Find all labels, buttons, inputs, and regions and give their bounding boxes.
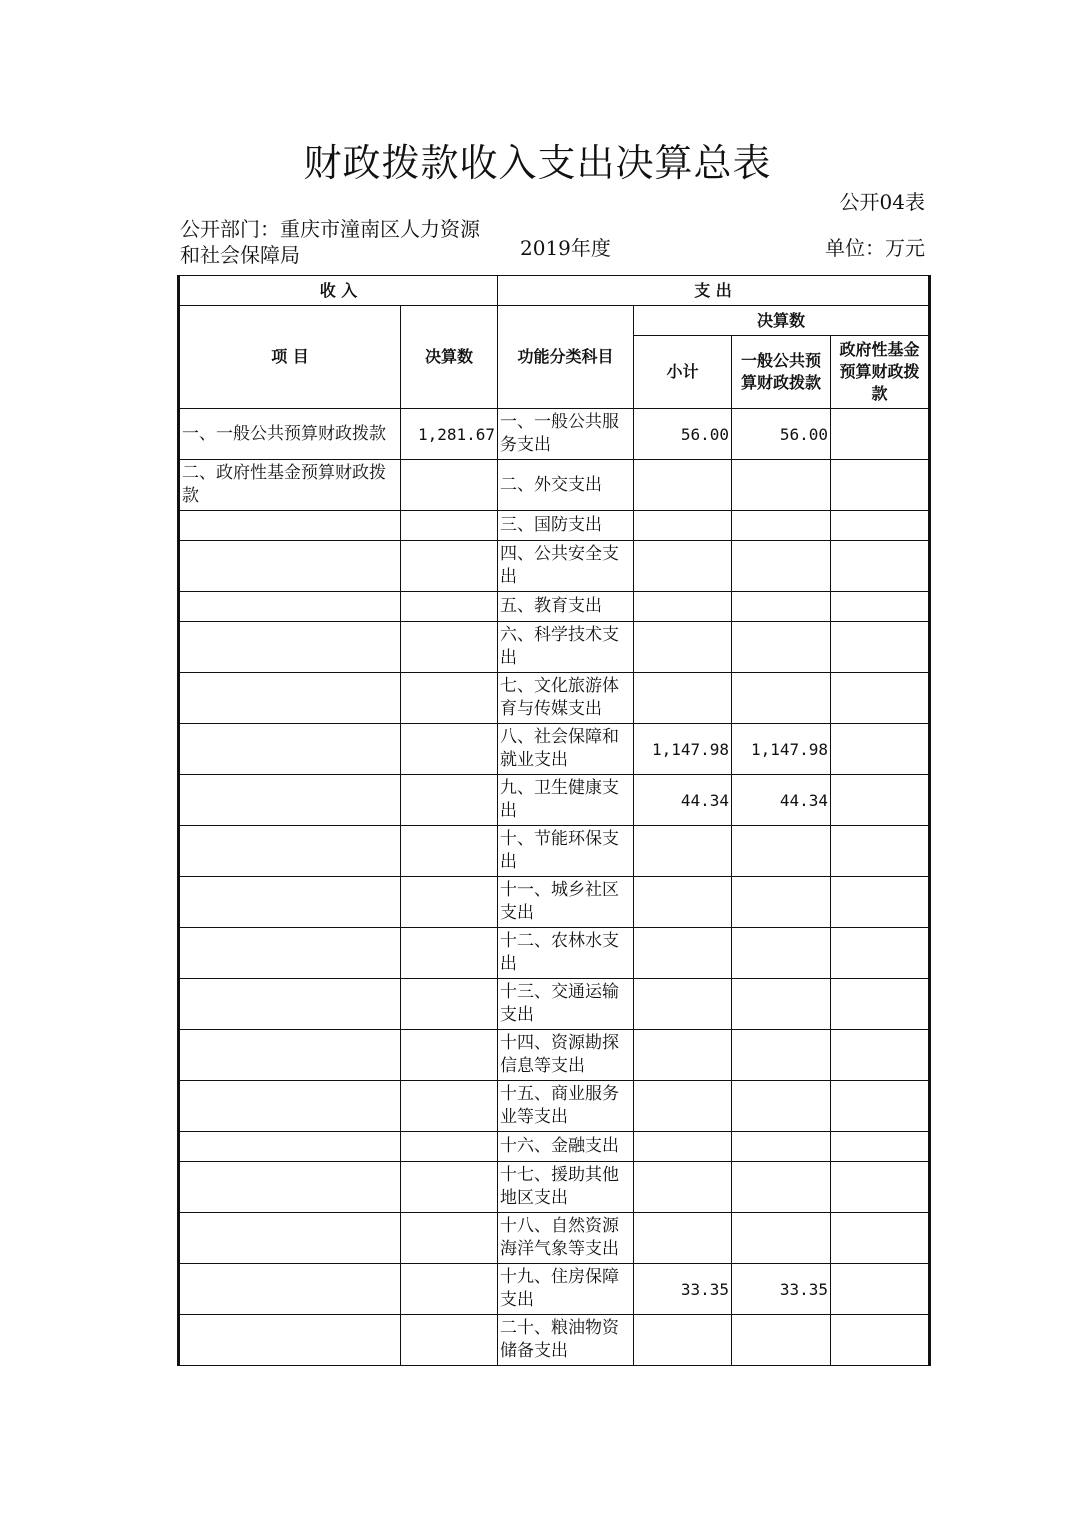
fund-cell: [831, 979, 930, 1030]
item-cell: [179, 1213, 401, 1264]
table-row: [179, 622, 930, 673]
function-cell: 十、节能环保支出: [498, 826, 634, 877]
fund-cell: [831, 928, 930, 979]
general-cell: [732, 1132, 831, 1162]
fund-cell: [831, 409, 930, 460]
general-cell: 1,147.98: [732, 724, 831, 775]
amount-cell: [401, 1030, 498, 1081]
item-cell: [179, 1264, 401, 1315]
function-cell: 十五、商业服务业等支出: [498, 1081, 634, 1132]
amount-cell: [401, 1213, 498, 1264]
column-header-fund: 政府性基金预算财政拨款: [831, 336, 930, 409]
fund-cell: [831, 826, 930, 877]
subtotal-cell: [634, 511, 732, 541]
amount-cell: [401, 622, 498, 673]
fund-cell: [831, 460, 930, 511]
table-row: [179, 826, 930, 877]
table-row: [179, 1081, 930, 1132]
amount-cell: [401, 1162, 498, 1213]
subtotal-cell: [634, 979, 732, 1030]
general-cell: [732, 460, 831, 511]
amount-cell: [401, 1264, 498, 1315]
table-row: [179, 592, 930, 622]
column-header-amount: 决算数: [401, 306, 498, 409]
table-row: [179, 1132, 930, 1162]
amount-cell: [401, 877, 498, 928]
table-row: [179, 511, 930, 541]
fund-cell: [831, 541, 930, 592]
item-cell: [179, 541, 401, 592]
function-cell: 八、社会保障和就业支出: [498, 724, 634, 775]
table-row: [179, 1213, 930, 1264]
subtotal-cell: [634, 460, 732, 511]
fund-cell: [831, 622, 930, 673]
general-cell: [732, 1315, 831, 1366]
department-label: 公开部门：重庆市潼南区人力资源和社会保障局: [180, 217, 480, 267]
function-cell: 七、文化旅游体育与传媒支出: [498, 673, 634, 724]
item-cell: [179, 979, 401, 1030]
amount-cell: 1,281.67: [401, 409, 498, 460]
function-cell: 三、国防支出: [498, 511, 634, 541]
subtotal-cell: 1,147.98: [634, 724, 732, 775]
subtotal-cell: [634, 877, 732, 928]
fund-cell: [831, 1162, 930, 1213]
item-cell: [179, 1081, 401, 1132]
subtotal-cell: [634, 592, 732, 622]
item-cell: [179, 1162, 401, 1213]
amount-cell: [401, 775, 498, 826]
amount-cell: [401, 511, 498, 541]
subtotal-cell: [634, 826, 732, 877]
income-header: 收 入: [179, 276, 498, 306]
column-header-function: 功能分类科目: [498, 306, 634, 409]
general-cell: 33.35: [732, 1264, 831, 1315]
function-cell: 二、外交支出: [498, 460, 634, 511]
item-cell: [179, 511, 401, 541]
subtotal-cell: 44.34: [634, 775, 732, 826]
amount-cell: [401, 826, 498, 877]
fiscal-year: 2019年度: [520, 236, 611, 260]
item-cell: [179, 928, 401, 979]
general-cell: [732, 1162, 831, 1213]
table-row: [179, 775, 930, 826]
subtotal-cell: [634, 928, 732, 979]
amount-cell: [401, 979, 498, 1030]
expense-header: 支 出: [498, 276, 930, 306]
amount-cell: [401, 592, 498, 622]
amount-cell: [401, 673, 498, 724]
form-number: 公开04表: [839, 190, 925, 214]
function-cell: 十六、金融支出: [498, 1132, 634, 1162]
function-cell: 九、卫生健康支出: [498, 775, 634, 826]
subtotal-cell: [634, 1030, 732, 1081]
fund-cell: [831, 673, 930, 724]
general-cell: [732, 928, 831, 979]
fund-cell: [831, 511, 930, 541]
item-cell: [179, 622, 401, 673]
subtotal-cell: 56.00: [634, 409, 732, 460]
amount-cell: [401, 724, 498, 775]
table-row: [179, 877, 930, 928]
fund-cell: [831, 1030, 930, 1081]
table-row: [179, 1030, 930, 1081]
item-cell: [179, 673, 401, 724]
item-cell: [179, 1132, 401, 1162]
subtotal-cell: [634, 541, 732, 592]
table-row: [179, 673, 930, 724]
amount-cell: [401, 928, 498, 979]
general-cell: 56.00: [732, 409, 831, 460]
function-cell: 五、教育支出: [498, 592, 634, 622]
amount-cell: [401, 460, 498, 511]
item-cell: [179, 826, 401, 877]
general-cell: [732, 673, 831, 724]
table-row: [179, 724, 930, 775]
table-row: [179, 1315, 930, 1366]
function-cell: 十九、住房保障支出: [498, 1264, 634, 1315]
item-cell: [179, 1315, 401, 1366]
subtotal-cell: 33.35: [634, 1264, 732, 1315]
column-header-subtotal: 小计: [634, 336, 732, 409]
function-cell: 一、一般公共服务支出: [498, 409, 634, 460]
fund-cell: [831, 1132, 930, 1162]
table-row: [179, 460, 930, 511]
budget-table: [177, 275, 931, 1366]
general-cell: [732, 622, 831, 673]
general-cell: 44.34: [732, 775, 831, 826]
column-header-item: 项 目: [179, 306, 401, 409]
unit-label: 单位：万元: [825, 236, 925, 260]
subtotal-cell: [634, 1213, 732, 1264]
general-cell: [732, 877, 831, 928]
item-cell: 二、政府性基金预算财政拨款: [179, 460, 401, 511]
general-cell: [732, 541, 831, 592]
fund-cell: [831, 1315, 930, 1366]
fund-cell: [831, 775, 930, 826]
table-row: [179, 1162, 930, 1213]
item-cell: [179, 724, 401, 775]
item-cell: [179, 877, 401, 928]
item-cell: 一、一般公共预算财政拨款: [179, 409, 401, 460]
item-cell: [179, 775, 401, 826]
general-cell: [732, 826, 831, 877]
item-cell: [179, 1030, 401, 1081]
function-cell: 十七、援助其他地区支出: [498, 1162, 634, 1213]
subtotal-cell: [634, 622, 732, 673]
amount-cell: [401, 1132, 498, 1162]
column-header-general: 一般公共预算财政拨款: [732, 336, 831, 409]
table-row: [179, 928, 930, 979]
function-cell: 十八、自然资源海洋气象等支出: [498, 1213, 634, 1264]
table-body: [179, 409, 930, 1366]
table-row: [179, 979, 930, 1030]
subtotal-cell: [634, 1162, 732, 1213]
general-cell: [732, 592, 831, 622]
general-cell: [732, 979, 831, 1030]
table-row: [179, 409, 930, 460]
table-row: [179, 541, 930, 592]
general-cell: [732, 1081, 831, 1132]
fund-cell: [831, 877, 930, 928]
amount-cell: [401, 541, 498, 592]
fund-cell: [831, 1081, 930, 1132]
page-title: 财政拨款收入支出决算总表: [303, 141, 772, 185]
fund-cell: [831, 592, 930, 622]
subtotal-cell: [634, 1315, 732, 1366]
table-row: [179, 1264, 930, 1315]
general-cell: [732, 511, 831, 541]
column-header-final: 决算数: [634, 306, 930, 336]
function-cell: 二十、粮油物资储备支出: [498, 1315, 634, 1366]
function-cell: 十三、交通运输支出: [498, 979, 634, 1030]
item-cell: [179, 592, 401, 622]
function-cell: 十二、农林水支出: [498, 928, 634, 979]
general-cell: [732, 1030, 831, 1081]
function-cell: 六、科学技术支出: [498, 622, 634, 673]
function-cell: 十四、资源勘探信息等支出: [498, 1030, 634, 1081]
subtotal-cell: [634, 1132, 732, 1162]
subtotal-cell: [634, 1081, 732, 1132]
amount-cell: [401, 1081, 498, 1132]
amount-cell: [401, 1315, 498, 1366]
subtotal-cell: [634, 673, 732, 724]
general-cell: [732, 1213, 831, 1264]
fund-cell: [831, 1213, 930, 1264]
fund-cell: [831, 1264, 930, 1315]
function-cell: 十一、城乡社区支出: [498, 877, 634, 928]
function-cell: 四、公共安全支出: [498, 541, 634, 592]
fund-cell: [831, 724, 930, 775]
